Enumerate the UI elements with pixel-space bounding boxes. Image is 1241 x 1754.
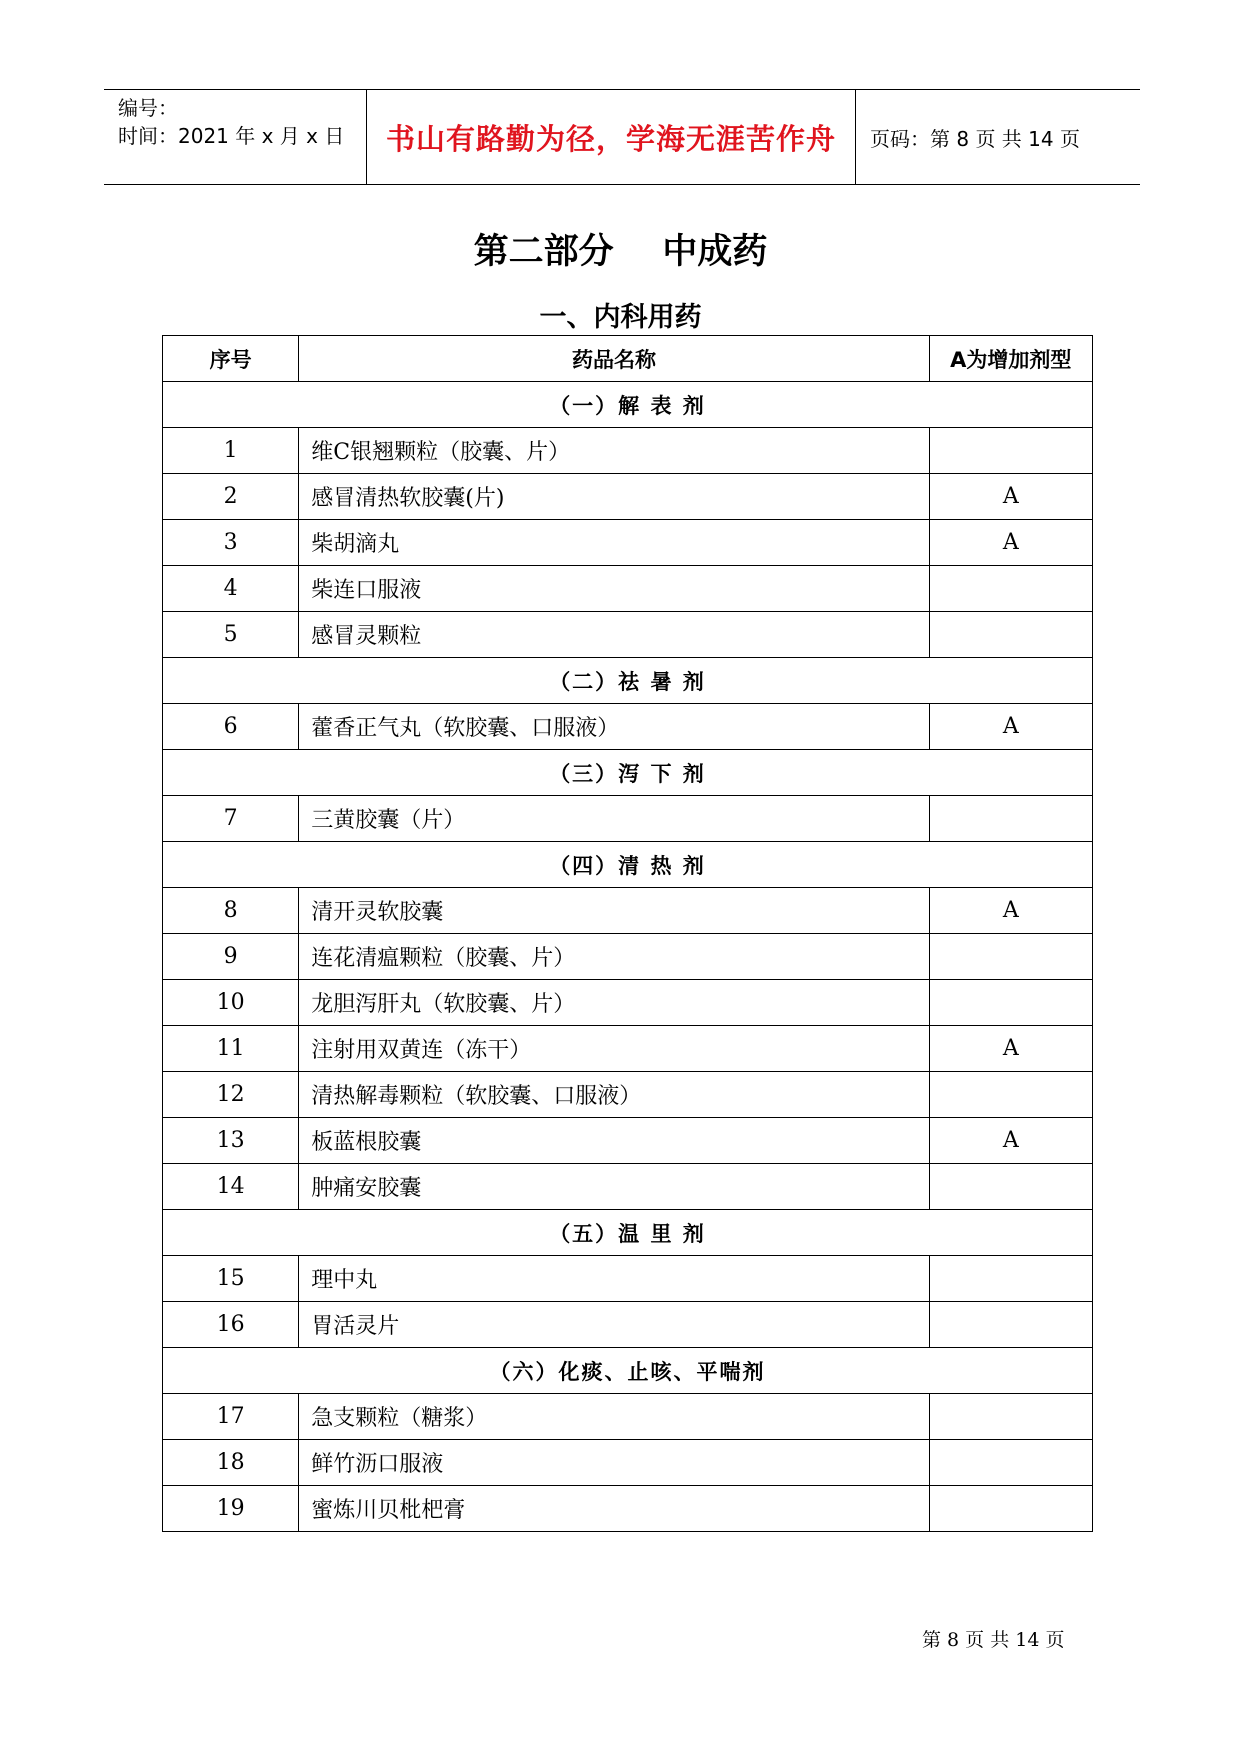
row-number: 8 — [163, 888, 299, 934]
row-number: 12 — [163, 1072, 299, 1118]
drug-table — [162, 335, 1093, 1532]
row-drug-name: 感冒清热软胶囊(片) — [299, 474, 929, 520]
row-drug-name: 清开灵软胶囊 — [299, 888, 929, 934]
table-row — [163, 1394, 1093, 1440]
row-drug-name: 清热解毒颗粒（软胶囊、口服液） — [299, 1072, 929, 1118]
table-row — [163, 1072, 1093, 1118]
table-row — [163, 1118, 1093, 1164]
table-row — [163, 1256, 1093, 1302]
section-row — [163, 382, 1093, 428]
row-number: 10 — [163, 980, 299, 1026]
document-header — [104, 89, 1140, 185]
row-number: 5 — [163, 612, 299, 658]
table-row — [163, 474, 1093, 520]
row-drug-name: 蜜炼川贝枇杷膏 — [299, 1486, 929, 1532]
table-row — [163, 428, 1093, 474]
row-number: 6 — [163, 704, 299, 750]
header-page-code: 页码：第 8 页 共 14 页 — [870, 126, 1080, 151]
table-row — [163, 1026, 1093, 1072]
row-drug-name: 感冒灵颗粒 — [299, 612, 929, 658]
section-heading: （三）泻 下 剂 — [163, 750, 1093, 796]
row-added-form — [929, 428, 1092, 474]
row-added-form — [929, 1256, 1092, 1302]
row-drug-name: 注射用双黄连（冻干） — [299, 1026, 929, 1072]
row-number: 4 — [163, 566, 299, 612]
row-drug-name: 鲜竹沥口服液 — [299, 1440, 929, 1486]
table-row — [163, 704, 1093, 750]
row-added-form — [929, 980, 1092, 1026]
table-row — [163, 980, 1093, 1026]
table-row — [163, 566, 1093, 612]
header-motto-cell — [367, 90, 856, 184]
header-page-cell — [856, 90, 1140, 184]
row-drug-name: 急支颗粒（糖浆） — [299, 1394, 929, 1440]
section-row — [163, 1348, 1093, 1394]
document-number-label: 编号： — [118, 96, 178, 120]
section-heading: （二）祛 暑 剂 — [163, 658, 1093, 704]
row-added-form — [929, 1394, 1092, 1440]
row-number: 17 — [163, 1394, 299, 1440]
row-added-form — [929, 934, 1092, 980]
row-number: 16 — [163, 1302, 299, 1348]
row-added-form: A — [929, 888, 1092, 934]
row-drug-name: 连花清瘟颗粒（胶囊、片） — [299, 934, 929, 980]
row-number: 11 — [163, 1026, 299, 1072]
row-added-form: A — [929, 704, 1092, 750]
row-added-form: A — [929, 474, 1092, 520]
page-footer: 第 8 页 共 14 页 — [922, 1629, 1065, 1651]
row-number: 2 — [163, 474, 299, 520]
section-heading: （六）化痰、止咳、平喘剂 — [163, 1348, 1093, 1394]
row-number: 7 — [163, 796, 299, 842]
row-added-form — [929, 796, 1092, 842]
section-heading: （五）温 里 剂 — [163, 1210, 1093, 1256]
row-added-form — [929, 1440, 1092, 1486]
section-subtitle: 一、内科用药 — [539, 302, 702, 333]
row-drug-name: 三黄胶囊（片） — [299, 796, 929, 842]
motto-text: 书山有路勤为径，学海无涯苦作舟 — [385, 121, 836, 156]
section-heading: （一）解 表 剂 — [163, 382, 1093, 428]
table-row — [163, 1486, 1093, 1532]
table-row — [163, 934, 1093, 980]
row-number: 1 — [163, 428, 299, 474]
table-row — [163, 1164, 1093, 1210]
row-added-form — [929, 1486, 1092, 1532]
section-row — [163, 1210, 1093, 1256]
table-row — [163, 1302, 1093, 1348]
row-added-form — [929, 1072, 1092, 1118]
row-drug-name: 胃活灵片 — [299, 1302, 929, 1348]
row-number: 19 — [163, 1486, 299, 1532]
table-row — [163, 612, 1093, 658]
row-added-form — [929, 566, 1092, 612]
table-row — [163, 520, 1093, 566]
section-heading: （四）清 热 剂 — [163, 842, 1093, 888]
header-number: 序号 — [163, 336, 299, 382]
row-drug-name: 理中丸 — [299, 1256, 929, 1302]
header-added-form: A为增加剂型 — [929, 336, 1092, 382]
row-number: 18 — [163, 1440, 299, 1486]
row-drug-name: 肿痛安胶囊 — [299, 1164, 929, 1210]
row-added-form — [929, 1302, 1092, 1348]
section-row — [163, 658, 1093, 704]
header-drug-name: 药品名称 — [299, 336, 929, 382]
row-drug-name: 龙胆泻肝丸（软胶囊、片） — [299, 980, 929, 1026]
section-row — [163, 750, 1093, 796]
row-added-form — [929, 1164, 1092, 1210]
row-drug-name: 维C银翘颗粒（胶囊、片） — [299, 428, 929, 474]
row-drug-name: 柴胡滴丸 — [299, 520, 929, 566]
header-meta-cell — [104, 90, 367, 184]
row-drug-name: 板蓝根胶囊 — [299, 1118, 929, 1164]
row-number: 14 — [163, 1164, 299, 1210]
table-row — [163, 1440, 1093, 1486]
row-added-form — [929, 612, 1092, 658]
table-row — [163, 888, 1093, 934]
document-date: 时间：2021 年 x 月 x 日 — [118, 124, 345, 148]
section-row — [163, 842, 1093, 888]
row-added-form: A — [929, 1026, 1092, 1072]
row-number: 15 — [163, 1256, 299, 1302]
row-number: 9 — [163, 934, 299, 980]
row-number: 13 — [163, 1118, 299, 1164]
table-row — [163, 796, 1093, 842]
row-drug-name: 藿香正气丸（软胶囊、口服液） — [299, 704, 929, 750]
row-number: 3 — [163, 520, 299, 566]
row-drug-name: 柴连口服液 — [299, 566, 929, 612]
table-body — [163, 382, 1093, 1532]
row-added-form: A — [929, 1118, 1092, 1164]
table-header-row — [163, 336, 1093, 382]
page-title: 第二部分 中成药 — [473, 231, 768, 272]
row-added-form: A — [929, 520, 1092, 566]
